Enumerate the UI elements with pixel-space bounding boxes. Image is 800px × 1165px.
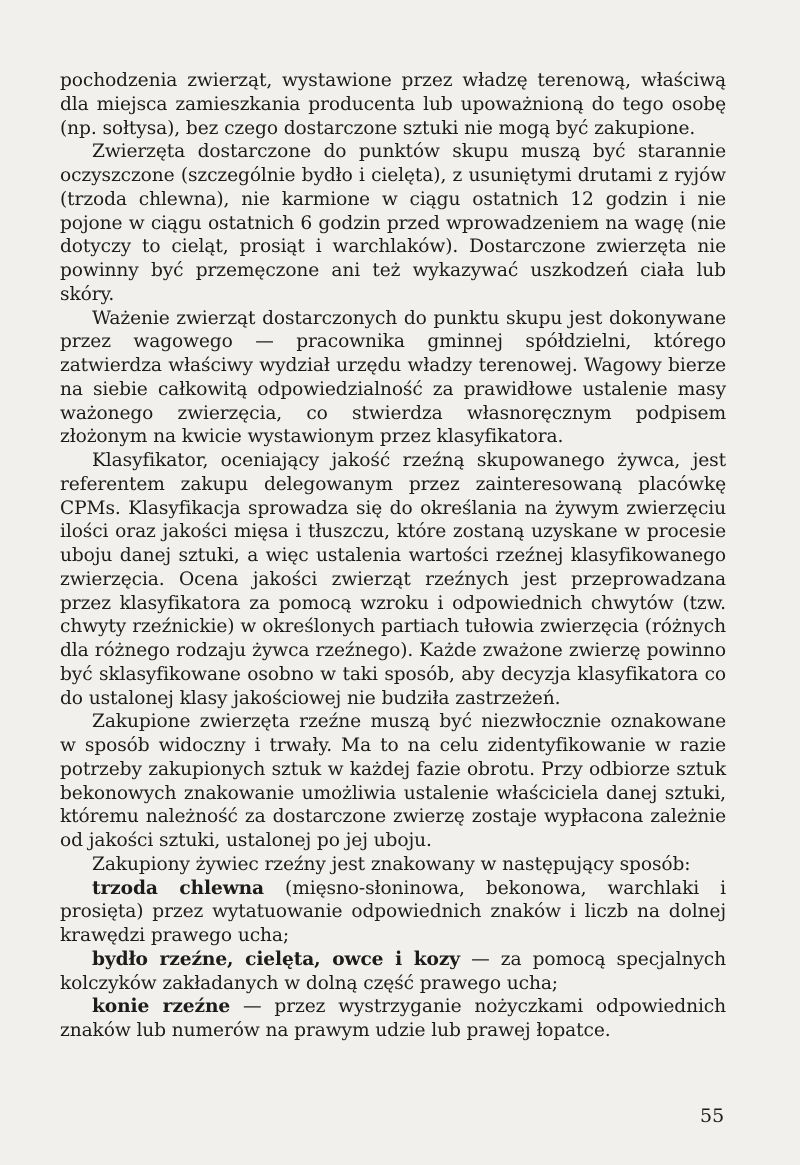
item-term: bydło rzeźne, cielęta, owce i kozy	[92, 948, 461, 970]
paragraph-continuation: pochodzenia zwierząt, wystawione przez władzę terenową, właściwą dla miejsca zamieszkania producenta lub upoważnioną do tego osobę (np. sołtysa), bez czego dostarczone sztuki nie mogą być zakupione.	[60, 70, 726, 139]
list-item	[60, 995, 726, 1043]
item-text: — przez wystrzyganie nożyczkami odpowiednich znaków lub numerów na prawym udzie lub prawej łopatce.	[60, 996, 726, 1041]
paragraph-marking: Zakupione zwierzęta rzeźne muszą być niezwłocznie oznakowane w sposób widoczny i trwały. Ma to na celu zidentyfikowanie w razie potrzeby zakupionych sztuk w każdej fazie obrotu. Przy odbiorze sztuk bekonowych znakowanie umożliwia ustalenie właściciela danej sztuki, któremu należność za dostarczone zwierzę zostaje wypłacona zależnie od jakości sztuki, ustalonej po jej uboju.	[60, 711, 726, 851]
item-text: — za pomocą specjalnych kolczyków zakładanych w dolną część prawego ucha;	[60, 948, 726, 994]
paragraph-marking-intro: Zakupiony żywiec rzeźny jest znakowany w następujący sposób:	[92, 853, 691, 875]
paragraph-animal-preparation: Zwierzęta dostarczone do punktów skupu muszą być starannie oczyszczone (szczególnie bydło i cielęta), z usuniętymi drutami z ryjów (trzoda chlewna), nie karmione w ciągu ostatnich 12 godzin i nie pojone w ciągu ostatnich 6 godzin przed wprowadzeniem na wagę (nie dotyczy to cieląt, prosiąt i warchlaków). Dostarczone zwierzęta nie powinny być przemęczone ani też wykazywać uszkodzeń ciała lub skóry.	[60, 141, 726, 305]
list-item	[60, 948, 726, 996]
item-term: konie rzeźne	[92, 996, 231, 1018]
list-item	[60, 877, 726, 948]
paragraph-classifier: Klasyfikator, oceniający jakość rzeźną skupowanego żywca, jest referentem zakupu delegowanym przez zainteresowaną placówkę CPMs. Klasyfikacja sprowadza się do określania na żywym zwierzęciu ilości oraz jakości mięsa i tłuszczu, które zostaną uzyskane w procesie uboju danej sztuki, a więc ustalenia wartości rzeźnej klasyfikowanego zwierzęcia. Ocena jakości zwierząt rzeźnych jest przeprowadzana przez klasyfikatora za pomocą wzroku i odpowiednich chwytów (tzw. chwyty rzeźnickie) w określonych partiach tułowia zwierzęcia (różnych dla różnego rodzaju żywca rzeźnego). Każde zważone zwierzę powinno być sklasyfikowane osobno w taki sposób, aby decyzja klasyfikatora co do ustalonej klasy jakościowej nie budziła zastrzeżeń.	[60, 450, 726, 709]
paragraph-weighing: Ważenie zwierząt dostarczonych do punktu skupu jest dokonywane przez wagowego — pracownika gminnej spółdzielni, którego zatwierdza właściwy wydział urzędu władzy terenowej. Wagowy bierze na siebie całkowitą odpowiedzialność za prawidłowe ustalenie masy ważonego zwierzęcia, co stwierdza własnoręcznym podpisem złożonym na kwicie wystawionym przez klasyfikatora.	[60, 307, 726, 448]
page-body	[60, 69, 726, 1043]
item-term: trzoda chlewna	[92, 877, 265, 899]
item-text: (mięsno-słoninowa, bekonowa, warchlaki i prosięta) przez wytatuowanie odpowiednich znaków i liczb na dolnej krawędzi prawego ucha;	[60, 877, 726, 946]
page-number: 55	[700, 1105, 725, 1127]
